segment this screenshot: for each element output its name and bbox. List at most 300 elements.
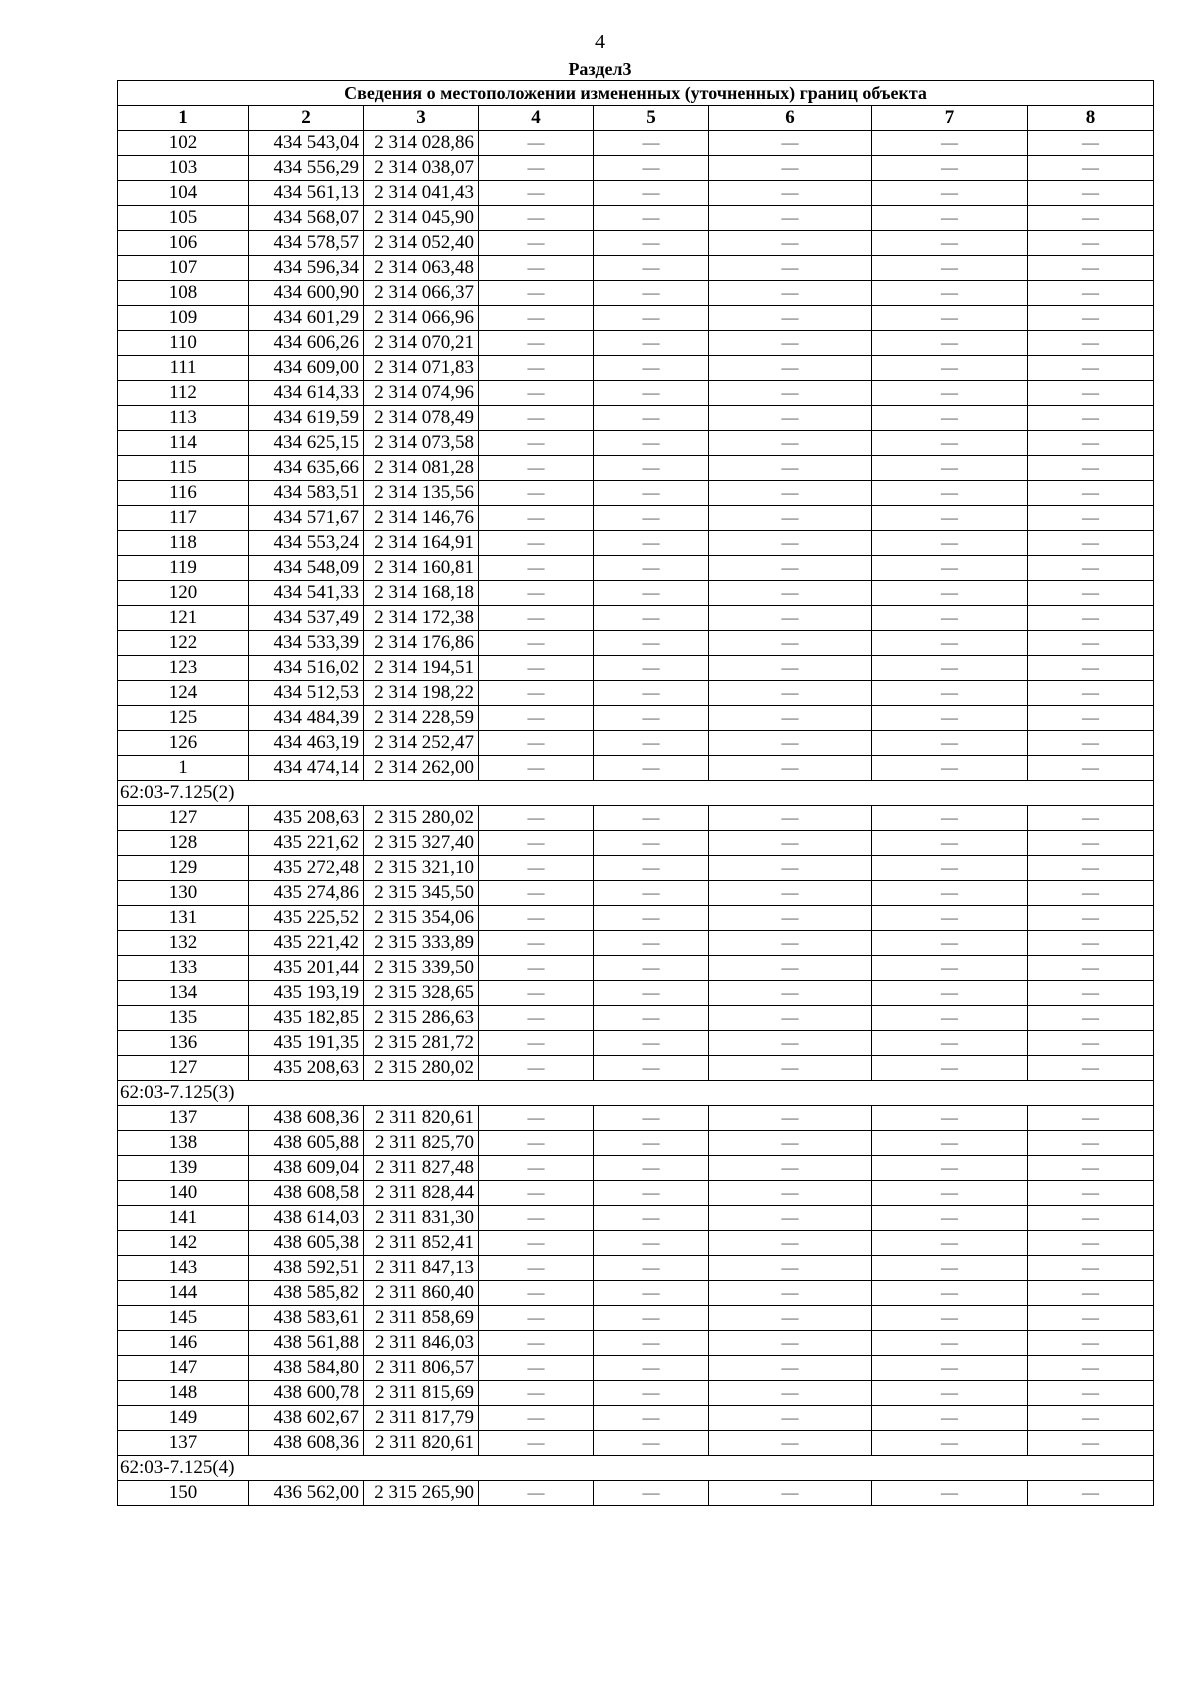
point-number-cell: 141 (118, 1206, 249, 1231)
parcel-group-label: 62:03-7.125(3) (118, 1081, 1154, 1106)
empty-value-cell: — (594, 356, 709, 381)
empty-value-cell: — (872, 356, 1028, 381)
empty-value-cell: — (479, 1006, 594, 1031)
empty-value-cell: — (709, 931, 872, 956)
empty-value-cell: — (594, 981, 709, 1006)
empty-value-cell: — (872, 1431, 1028, 1456)
empty-value-cell: — (709, 1256, 872, 1281)
x-coordinate-cell: 434 541,33 (249, 581, 364, 606)
table-row (118, 656, 1154, 681)
point-number-cell: 105 (118, 206, 249, 231)
parcel-group-label: 62:03-7.125(2) (118, 781, 1154, 806)
empty-value-cell: — (594, 306, 709, 331)
empty-value-cell: — (594, 531, 709, 556)
table-row (118, 806, 1154, 831)
y-coordinate-cell: 2 314 074,96 (364, 381, 479, 406)
x-coordinate-cell: 438 609,04 (249, 1156, 364, 1181)
empty-value-cell: — (479, 1106, 594, 1131)
point-number-cell: 117 (118, 506, 249, 531)
point-number-cell: 136 (118, 1031, 249, 1056)
empty-value-cell: — (1028, 1331, 1154, 1356)
table-title: Сведения о местоположении измененных (уточненных) границ объекта (118, 81, 1154, 106)
point-number-cell: 137 (118, 1431, 249, 1456)
empty-value-cell: — (479, 706, 594, 731)
empty-value-cell: — (479, 156, 594, 181)
x-coordinate-cell: 434 568,07 (249, 206, 364, 231)
empty-value-cell: — (1028, 856, 1154, 881)
table-row (118, 881, 1154, 906)
y-coordinate-cell: 2 314 071,83 (364, 356, 479, 381)
y-coordinate-cell: 2 314 070,21 (364, 331, 479, 356)
empty-value-cell: — (709, 906, 872, 931)
empty-value-cell: — (1028, 1306, 1154, 1331)
y-coordinate-cell: 2 314 041,43 (364, 181, 479, 206)
y-coordinate-cell: 2 315 281,72 (364, 1031, 479, 1056)
point-number-cell: 103 (118, 156, 249, 181)
x-coordinate-cell: 435 221,42 (249, 931, 364, 956)
empty-value-cell: — (709, 806, 872, 831)
empty-value-cell: — (479, 856, 594, 881)
table-row (118, 131, 1154, 156)
empty-value-cell: — (479, 131, 594, 156)
empty-value-cell: — (1028, 806, 1154, 831)
empty-value-cell: — (872, 656, 1028, 681)
point-number-cell: 111 (118, 356, 249, 381)
empty-value-cell: — (1028, 1256, 1154, 1281)
empty-value-cell: — (479, 1481, 594, 1506)
empty-value-cell: — (872, 731, 1028, 756)
empty-value-cell: — (479, 231, 594, 256)
empty-value-cell: — (1028, 206, 1154, 231)
empty-value-cell: — (479, 831, 594, 856)
empty-value-cell: — (479, 581, 594, 606)
x-coordinate-cell: 435 221,62 (249, 831, 364, 856)
empty-value-cell: — (872, 1031, 1028, 1056)
empty-value-cell: — (594, 206, 709, 231)
empty-value-cell: — (872, 406, 1028, 431)
table-row (118, 1231, 1154, 1256)
empty-value-cell: — (594, 1356, 709, 1381)
empty-value-cell: — (479, 906, 594, 931)
empty-value-cell: — (594, 1331, 709, 1356)
empty-value-cell: — (479, 1381, 594, 1406)
page-number: 4 (595, 31, 605, 53)
table-row (118, 206, 1154, 231)
x-coordinate-cell: 438 585,82 (249, 1281, 364, 1306)
empty-value-cell: — (479, 206, 594, 231)
empty-value-cell: — (594, 1156, 709, 1181)
empty-value-cell: — (1028, 281, 1154, 306)
x-coordinate-cell: 438 614,03 (249, 1206, 364, 1231)
empty-value-cell: — (594, 956, 709, 981)
empty-value-cell: — (1028, 1431, 1154, 1456)
table-row (118, 1056, 1154, 1081)
point-number-cell: 106 (118, 231, 249, 256)
x-coordinate-cell: 435 225,52 (249, 906, 364, 931)
empty-value-cell: — (1028, 356, 1154, 381)
empty-value-cell: — (872, 506, 1028, 531)
empty-value-cell: — (594, 1381, 709, 1406)
empty-value-cell: — (594, 231, 709, 256)
y-coordinate-cell: 2 315 345,50 (364, 881, 479, 906)
empty-value-cell: — (479, 606, 594, 631)
table-row (118, 356, 1154, 381)
empty-value-cell: — (872, 1106, 1028, 1131)
empty-value-cell: — (479, 1206, 594, 1231)
empty-value-cell: — (1028, 656, 1154, 681)
y-coordinate-cell: 2 315 328,65 (364, 981, 479, 1006)
empty-value-cell: — (1028, 531, 1154, 556)
empty-value-cell: — (709, 1481, 872, 1506)
y-coordinate-cell: 2 315 286,63 (364, 1006, 479, 1031)
empty-value-cell: — (479, 181, 594, 206)
empty-value-cell: — (709, 856, 872, 881)
column-header-row (118, 106, 1154, 131)
empty-value-cell: — (479, 881, 594, 906)
x-coordinate-cell: 434 512,53 (249, 681, 364, 706)
empty-value-cell: — (709, 1381, 872, 1406)
x-coordinate-cell: 438 561,88 (249, 1331, 364, 1356)
empty-value-cell: — (872, 1356, 1028, 1381)
x-coordinate-cell: 438 608,36 (249, 1431, 364, 1456)
empty-value-cell: — (872, 206, 1028, 231)
empty-value-cell: — (479, 356, 594, 381)
empty-value-cell: — (479, 481, 594, 506)
parcel-group-label: 62:03-7.125(4) (118, 1456, 1154, 1481)
point-number-cell: 114 (118, 431, 249, 456)
empty-value-cell: — (1028, 1031, 1154, 1056)
y-coordinate-cell: 2 314 172,38 (364, 606, 479, 631)
empty-value-cell: — (709, 431, 872, 456)
empty-value-cell: — (709, 731, 872, 756)
empty-value-cell: — (872, 606, 1028, 631)
empty-value-cell: — (594, 256, 709, 281)
empty-value-cell: — (872, 306, 1028, 331)
x-coordinate-cell: 434 625,15 (249, 431, 364, 456)
table-row (118, 631, 1154, 656)
column-header: 4 (479, 106, 594, 131)
empty-value-cell: — (479, 431, 594, 456)
table-row (118, 481, 1154, 506)
empty-value-cell: — (594, 1131, 709, 1156)
empty-value-cell: — (594, 881, 709, 906)
empty-value-cell: — (1028, 456, 1154, 481)
group-row (118, 1081, 1154, 1106)
point-number-cell: 129 (118, 856, 249, 881)
empty-value-cell: — (709, 1006, 872, 1031)
table-row (118, 981, 1154, 1006)
point-number-cell: 110 (118, 331, 249, 356)
empty-value-cell: — (709, 1356, 872, 1381)
column-header: 3 (364, 106, 479, 131)
y-coordinate-cell: 2 314 168,18 (364, 581, 479, 606)
empty-value-cell: — (479, 1331, 594, 1356)
empty-value-cell: — (594, 481, 709, 506)
empty-value-cell: — (594, 406, 709, 431)
table-row (118, 956, 1154, 981)
empty-value-cell: — (594, 1181, 709, 1206)
y-coordinate-cell: 2 314 066,37 (364, 281, 479, 306)
empty-value-cell: — (872, 881, 1028, 906)
table-row (118, 456, 1154, 481)
table-title-row (118, 81, 1154, 106)
point-number-cell: 112 (118, 381, 249, 406)
table-row (118, 931, 1154, 956)
empty-value-cell: — (1028, 831, 1154, 856)
empty-value-cell: — (1028, 1406, 1154, 1431)
point-number-cell: 137 (118, 1106, 249, 1131)
empty-value-cell: — (872, 1306, 1028, 1331)
y-coordinate-cell: 2 314 198,22 (364, 681, 479, 706)
x-coordinate-cell: 434 619,59 (249, 406, 364, 431)
point-number-cell: 126 (118, 731, 249, 756)
empty-value-cell: — (1028, 1481, 1154, 1506)
empty-value-cell: — (1028, 131, 1154, 156)
empty-value-cell: — (872, 481, 1028, 506)
empty-value-cell: — (594, 906, 709, 931)
empty-value-cell: — (479, 1431, 594, 1456)
empty-value-cell: — (709, 1131, 872, 1156)
empty-value-cell: — (479, 681, 594, 706)
empty-value-cell: — (479, 1031, 594, 1056)
point-number-cell: 138 (118, 1131, 249, 1156)
y-coordinate-cell: 2 311 825,70 (364, 1131, 479, 1156)
empty-value-cell: — (709, 531, 872, 556)
empty-value-cell: — (872, 956, 1028, 981)
x-coordinate-cell: 435 274,86 (249, 881, 364, 906)
y-coordinate-cell: 2 311 847,13 (364, 1256, 479, 1281)
x-coordinate-cell: 438 600,78 (249, 1381, 364, 1406)
y-coordinate-cell: 2 311 852,41 (364, 1231, 479, 1256)
y-coordinate-cell: 2 315 280,02 (364, 1056, 479, 1081)
x-coordinate-cell: 435 208,63 (249, 1056, 364, 1081)
x-coordinate-cell: 438 605,38 (249, 1231, 364, 1256)
table-row (118, 706, 1154, 731)
empty-value-cell: — (594, 331, 709, 356)
table-row (118, 256, 1154, 281)
y-coordinate-cell: 2 314 045,90 (364, 206, 479, 231)
empty-value-cell: — (1028, 506, 1154, 531)
empty-value-cell: — (479, 256, 594, 281)
x-coordinate-cell: 434 596,34 (249, 256, 364, 281)
empty-value-cell: — (594, 731, 709, 756)
y-coordinate-cell: 2 314 028,86 (364, 131, 479, 156)
empty-value-cell: — (479, 1356, 594, 1381)
y-coordinate-cell: 2 314 262,00 (364, 756, 479, 781)
y-coordinate-cell: 2 314 078,49 (364, 406, 479, 431)
x-coordinate-cell: 434 635,66 (249, 456, 364, 481)
empty-value-cell: — (594, 131, 709, 156)
empty-value-cell: — (709, 331, 872, 356)
table-row (118, 756, 1154, 781)
x-coordinate-cell: 434 543,04 (249, 131, 364, 156)
empty-value-cell: — (872, 456, 1028, 481)
empty-value-cell: — (872, 806, 1028, 831)
empty-value-cell: — (1028, 931, 1154, 956)
y-coordinate-cell: 2 314 066,96 (364, 306, 479, 331)
table-row (118, 1131, 1154, 1156)
empty-value-cell: — (594, 931, 709, 956)
empty-value-cell: — (872, 1331, 1028, 1356)
empty-value-cell: — (1028, 981, 1154, 1006)
point-number-cell: 133 (118, 956, 249, 981)
table-row (118, 731, 1154, 756)
empty-value-cell: — (1028, 581, 1154, 606)
empty-value-cell: — (479, 456, 594, 481)
column-header: 1 (118, 106, 249, 131)
x-coordinate-cell: 438 583,61 (249, 1306, 364, 1331)
empty-value-cell: — (1028, 156, 1154, 181)
empty-value-cell: — (594, 281, 709, 306)
empty-value-cell: — (1028, 1106, 1154, 1131)
y-coordinate-cell: 2 311 858,69 (364, 1306, 479, 1331)
empty-value-cell: — (479, 1056, 594, 1081)
empty-value-cell: — (1028, 256, 1154, 281)
x-coordinate-cell: 434 463,19 (249, 731, 364, 756)
empty-value-cell: — (479, 506, 594, 531)
x-coordinate-cell: 438 608,36 (249, 1106, 364, 1131)
empty-value-cell: — (479, 956, 594, 981)
empty-value-cell: — (709, 1156, 872, 1181)
x-coordinate-cell: 434 571,67 (249, 506, 364, 531)
point-number-cell: 119 (118, 556, 249, 581)
empty-value-cell: — (594, 606, 709, 631)
point-number-cell: 109 (118, 306, 249, 331)
empty-value-cell: — (872, 281, 1028, 306)
x-coordinate-cell: 434 548,09 (249, 556, 364, 581)
empty-value-cell: — (594, 431, 709, 456)
column-header: 2 (249, 106, 364, 131)
empty-value-cell: — (594, 1431, 709, 1456)
empty-value-cell: — (1028, 731, 1154, 756)
empty-value-cell: — (709, 1031, 872, 1056)
empty-value-cell: — (709, 556, 872, 581)
empty-value-cell: — (594, 1206, 709, 1231)
table-row (118, 681, 1154, 706)
table-row (118, 1381, 1154, 1406)
table-row (118, 1431, 1154, 1456)
empty-value-cell: — (1028, 1231, 1154, 1256)
empty-value-cell: — (872, 931, 1028, 956)
empty-value-cell: — (1028, 1056, 1154, 1081)
y-coordinate-cell: 2 311 831,30 (364, 1206, 479, 1231)
empty-value-cell: — (594, 1106, 709, 1131)
empty-value-cell: — (479, 631, 594, 656)
table-row (118, 381, 1154, 406)
empty-value-cell: — (594, 681, 709, 706)
table-row (118, 1281, 1154, 1306)
empty-value-cell: — (1028, 331, 1154, 356)
empty-value-cell: — (709, 406, 872, 431)
empty-value-cell: — (1028, 881, 1154, 906)
y-coordinate-cell: 2 311 815,69 (364, 1381, 479, 1406)
table-row (118, 606, 1154, 631)
y-coordinate-cell: 2 315 265,90 (364, 1481, 479, 1506)
empty-value-cell: — (709, 131, 872, 156)
empty-value-cell: — (872, 331, 1028, 356)
empty-value-cell: — (709, 681, 872, 706)
empty-value-cell: — (1028, 906, 1154, 931)
empty-value-cell: — (872, 231, 1028, 256)
table-body (118, 81, 1154, 1506)
x-coordinate-cell: 434 556,29 (249, 156, 364, 181)
column-header: 8 (1028, 106, 1154, 131)
empty-value-cell: — (479, 281, 594, 306)
table-row (118, 156, 1154, 181)
x-coordinate-cell: 438 584,80 (249, 1356, 364, 1381)
empty-value-cell: — (594, 381, 709, 406)
point-number-cell: 115 (118, 456, 249, 481)
point-number-cell: 127 (118, 1056, 249, 1081)
table-row (118, 906, 1154, 931)
empty-value-cell: — (872, 756, 1028, 781)
empty-value-cell: — (479, 1156, 594, 1181)
table-row (118, 331, 1154, 356)
x-coordinate-cell: 434 600,90 (249, 281, 364, 306)
empty-value-cell: — (872, 1206, 1028, 1231)
table-row (118, 1406, 1154, 1431)
empty-value-cell: — (872, 906, 1028, 931)
x-coordinate-cell: 434 533,39 (249, 631, 364, 656)
empty-value-cell: — (594, 706, 709, 731)
empty-value-cell: — (479, 1306, 594, 1331)
boundary-coordinates-table (117, 80, 1154, 1506)
empty-value-cell: — (872, 1131, 1028, 1156)
empty-value-cell: — (1028, 406, 1154, 431)
y-coordinate-cell: 2 315 354,06 (364, 906, 479, 931)
empty-value-cell: — (872, 631, 1028, 656)
x-coordinate-cell: 438 608,58 (249, 1181, 364, 1206)
empty-value-cell: — (594, 831, 709, 856)
x-coordinate-cell: 434 601,29 (249, 306, 364, 331)
table-row (118, 1306, 1154, 1331)
column-header: 5 (594, 106, 709, 131)
empty-value-cell: — (709, 831, 872, 856)
group-row (118, 781, 1154, 806)
point-number-cell: 121 (118, 606, 249, 631)
x-coordinate-cell: 434 484,39 (249, 706, 364, 731)
empty-value-cell: — (872, 1181, 1028, 1206)
empty-value-cell: — (709, 606, 872, 631)
empty-value-cell: — (872, 581, 1028, 606)
empty-value-cell: — (872, 131, 1028, 156)
empty-value-cell: — (1028, 431, 1154, 456)
empty-value-cell: — (594, 581, 709, 606)
empty-value-cell: — (479, 1406, 594, 1431)
empty-value-cell: — (872, 381, 1028, 406)
empty-value-cell: — (594, 1406, 709, 1431)
empty-value-cell: — (594, 1056, 709, 1081)
empty-value-cell: — (709, 1431, 872, 1456)
point-number-cell: 120 (118, 581, 249, 606)
point-number-cell: 148 (118, 1381, 249, 1406)
y-coordinate-cell: 2 315 333,89 (364, 931, 479, 956)
y-coordinate-cell: 2 314 081,28 (364, 456, 479, 481)
point-number-cell: 113 (118, 406, 249, 431)
table-row (118, 1256, 1154, 1281)
y-coordinate-cell: 2 311 846,03 (364, 1331, 479, 1356)
x-coordinate-cell: 438 605,88 (249, 1131, 364, 1156)
table-row (118, 1206, 1154, 1231)
point-number-cell: 142 (118, 1231, 249, 1256)
table-row (118, 1481, 1154, 1506)
empty-value-cell: — (709, 956, 872, 981)
empty-value-cell: — (709, 181, 872, 206)
empty-value-cell: — (872, 706, 1028, 731)
empty-value-cell: — (1028, 756, 1154, 781)
y-coordinate-cell: 2 311 828,44 (364, 1181, 479, 1206)
empty-value-cell: — (479, 531, 594, 556)
